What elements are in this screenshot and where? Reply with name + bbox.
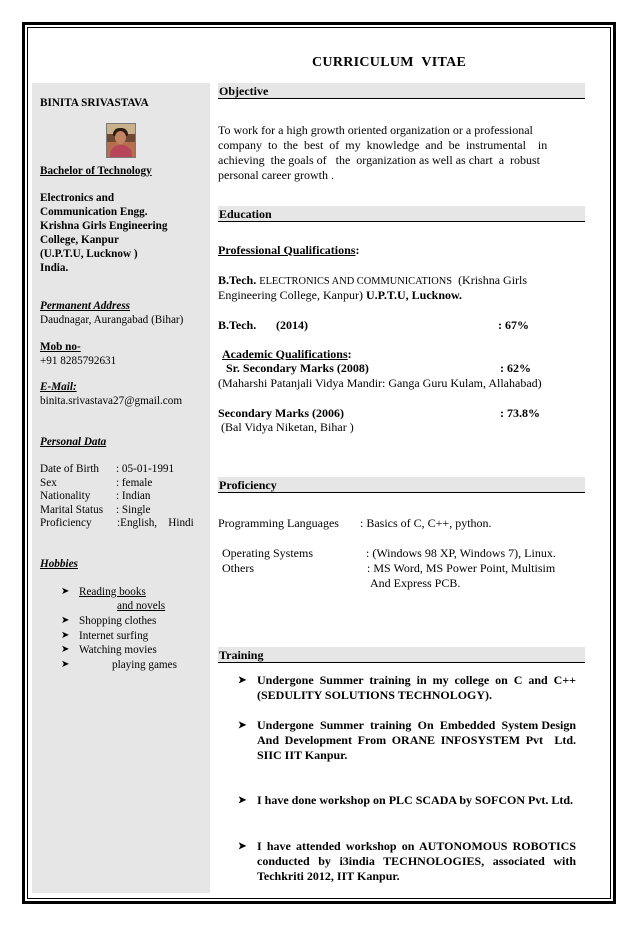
proficiency-row	[222, 561, 556, 576]
objective-text	[218, 123, 576, 183]
candidate-name: BINITA SRIVASTAVA	[40, 97, 149, 109]
objective-line: To work for a high growth oriented organization or a professional	[218, 123, 533, 137]
personal-row	[40, 517, 194, 531]
arrow-bullet-icon: ➤	[61, 630, 70, 641]
proficiency-value: : MS Word, MS Power Point, Multisim	[367, 561, 556, 575]
training-item	[238, 793, 576, 808]
personal-row-value: :English, Hindi	[117, 517, 194, 529]
colon: :	[355, 243, 360, 257]
secondary-row	[218, 406, 578, 421]
training-heading: Training	[218, 647, 585, 663]
proficiency-value: : Basics of C, C++, python.	[360, 516, 492, 530]
personal-row-label: Nationality	[40, 490, 91, 502]
personal-row-label: Marital Status	[40, 504, 104, 516]
training-text: I have attended workshop on AUTONOMOUS ROBOTICS conducted by i3india TECHNOLOGIES, associated with Techkriti 2012, IIT Kanpur.	[257, 839, 576, 883]
arrow-bullet-icon: ➤	[61, 659, 70, 670]
secondary-label: Secondary Marks (2006)	[218, 406, 344, 420]
sr-secondary-label: Sr. Secondary Marks (2008)	[226, 361, 369, 375]
hobby-text: and novels	[117, 600, 166, 612]
objective-heading: Objective	[218, 83, 585, 99]
training-item	[238, 673, 576, 703]
arrow-bullet-icon: ➤	[238, 841, 247, 852]
college-line: Electronics and	[40, 192, 115, 204]
college-line: College, Kanpur	[40, 234, 119, 246]
personal-row-value: : female	[116, 477, 153, 489]
arrow-bullet-icon: ➤	[61, 586, 70, 597]
hobby-text: playing games	[112, 659, 177, 671]
college-line: (U.P.T.U, Lucknow )	[40, 248, 138, 260]
college-line: India.	[40, 262, 69, 274]
academic-qualifications-label	[222, 347, 352, 362]
training-text: Undergone Summer training On Embedded System Design And Development From ORANE INFOSYSTEM Pvt Ltd. SIIC IIT Kanpur.	[257, 718, 579, 762]
academic-qualifications-text: Academic Qualifications	[222, 347, 348, 361]
sr-secondary-row	[226, 361, 576, 376]
objective-line: achieving the goals of the organization as well as chart a robust	[218, 153, 541, 167]
personal-row-label: Proficiency	[40, 517, 92, 529]
address-label: Permanent Address	[40, 300, 131, 312]
mobile-value: +91 8285792631	[40, 355, 117, 367]
arrow-bullet-icon: ➤	[238, 720, 247, 731]
address-value: Daudnagar, Aurangabad (Bihar)	[40, 314, 184, 326]
sr-secondary-school: (Maharshi Patanjali Vidya Mandir: Ganga Guru Kulam, Allahabad)	[218, 376, 542, 390]
personal-row-value: : Single	[116, 504, 151, 516]
colon: :	[347, 347, 352, 361]
btech-university: U.P.T.U, Lucknow.	[365, 288, 462, 302]
proficiency-row	[222, 546, 556, 561]
proficiency-row	[218, 516, 492, 531]
btech-row-score: : 67%	[498, 318, 529, 332]
btech-row-year: (2014)	[276, 318, 308, 332]
proficiency-label: Programming Languages	[218, 516, 339, 530]
btech-row-label: B.Tech.	[218, 318, 257, 332]
proficiency-heading: Proficiency	[218, 477, 585, 493]
objective-line: company to the best of my knowledge and be instrumental in	[218, 138, 548, 152]
hobby-text: Reading books	[79, 586, 146, 598]
personal-row-label: Date of Birth	[40, 463, 100, 475]
arrow-bullet-icon: ➤	[61, 615, 70, 626]
email-label: E-Mail:	[40, 381, 77, 393]
personal-row	[40, 463, 175, 477]
proficiency-label: Operating Systems	[222, 546, 313, 560]
btech-score-row	[218, 318, 578, 333]
btech-line-1	[218, 273, 527, 289]
email-value: binita.srivastava27@gmail.com	[40, 395, 183, 407]
personal-data-label: Personal Data	[40, 436, 107, 448]
sr-secondary-score: : 62%	[500, 361, 531, 375]
page-title: CURRICULUM VITAE	[312, 55, 467, 70]
college-line: Krishna Girls Engineering	[40, 220, 168, 232]
college-line: Communication Engg.	[40, 206, 148, 218]
personal-row	[40, 504, 151, 518]
training-item	[238, 839, 576, 884]
arrow-bullet-icon: ➤	[238, 795, 247, 806]
professional-qualifications-label	[218, 243, 359, 258]
education-heading: Education	[218, 206, 585, 222]
btech-line-2	[218, 288, 462, 303]
proficiency-value: : (Windows 98 XP, Windows 7), Linux.	[366, 546, 556, 560]
degree-title: Bachelor of Technology	[40, 165, 152, 177]
profile-photo	[106, 123, 136, 158]
btech-college-cont: Engineering College, Kanpur)	[218, 288, 363, 302]
hobbies-label: Hobbies	[40, 558, 78, 570]
btech-college: (Krishna Girls	[458, 273, 528, 287]
mobile-label: Mob no-	[40, 341, 81, 353]
objective-line: personal career growth .	[218, 168, 334, 182]
personal-row-label: Sex	[40, 477, 57, 489]
training-text: Undergone Summer training in my college on C and C++ (SEDULITY SOLUTIONS TECHNOLOGY).	[257, 673, 576, 702]
training-item	[238, 718, 579, 763]
proficiency-label: Others	[222, 561, 254, 575]
personal-row	[40, 477, 153, 491]
personal-row-value: : 05-01-1991	[116, 463, 175, 475]
secondary-score: : 73.8%	[500, 406, 540, 420]
secondary-school: (Bal Vidya Niketan, Bihar )	[221, 420, 354, 434]
btech-prefix: B.Tech.	[218, 273, 257, 287]
hobby-text-cont	[79, 599, 165, 613]
professional-qualifications-text: Professional Qualifications	[218, 243, 356, 257]
hobby-text: Internet surfing	[79, 630, 149, 642]
personal-row	[40, 490, 151, 504]
arrow-bullet-icon: ➤	[61, 644, 70, 655]
proficiency-value-cont: And Express PCB.	[370, 576, 461, 590]
arrow-bullet-icon: ➤	[238, 675, 247, 686]
training-text: I have done workshop on PLC SCADA by SOFCON Pvt. Ltd.	[257, 793, 574, 807]
hobby-text: Watching movies	[79, 644, 157, 656]
btech-branch: ELECTRONICS AND COMMUNICATIONS	[259, 276, 453, 287]
personal-row-value: : Indian	[116, 490, 151, 502]
hobby-text: Shopping clothes	[79, 615, 157, 627]
